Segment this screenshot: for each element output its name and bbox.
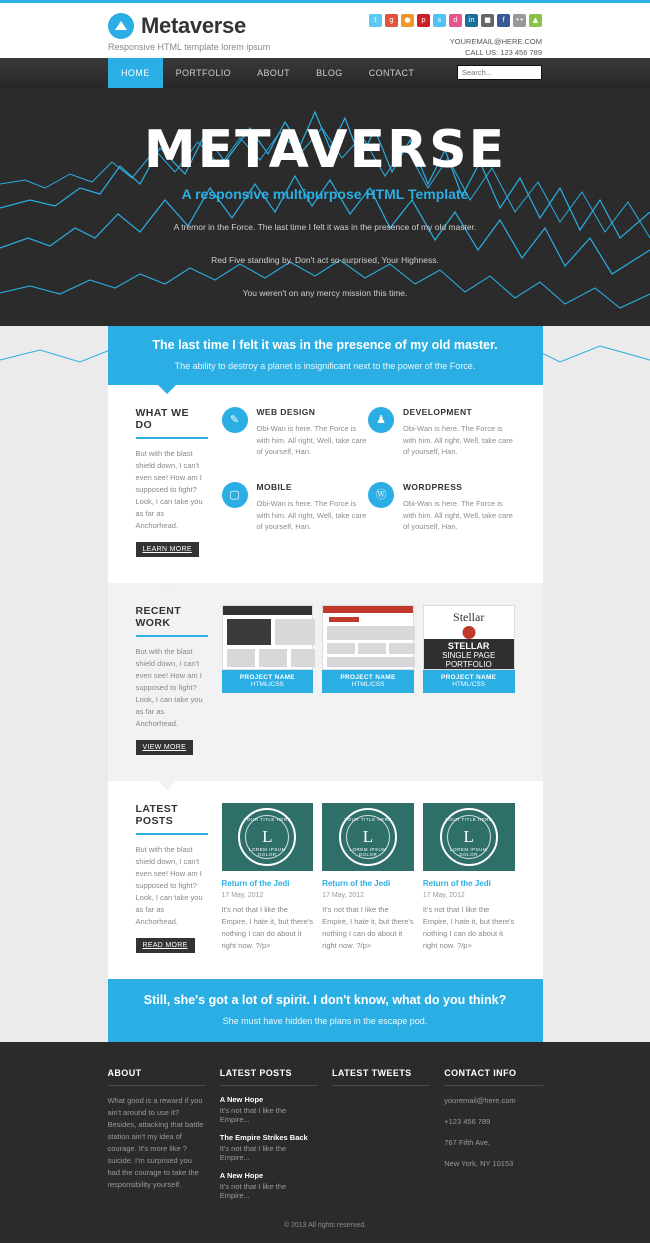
dribbble-icon[interactable]: d (449, 14, 462, 27)
post-excerpt: It's not that I like the Empire, I hate it, but there's nothing I can do about it right now. ?/p> (221, 905, 313, 950)
mobile-glyph: ▢ (229, 488, 240, 501)
read-more-button[interactable]: READ MORE (136, 938, 195, 953)
work-meta: HTML/CSS (250, 681, 284, 688)
post-title[interactable]: Return of the Jedi (422, 879, 491, 888)
header-contact (450, 36, 542, 58)
footer-email[interactable]: youremail@here.com (444, 1096, 516, 1105)
section-body: But with the blast shield down, I can't even see! How am I supposed to fight? Look, I can take you as far as Anchorhead. (135, 845, 203, 926)
service-item-web-design[interactable] (222, 407, 369, 464)
recent-work-intro (136, 605, 222, 755)
what-we-do-intro (136, 407, 222, 557)
post-thumbnail[interactable] (423, 803, 515, 871)
work-card[interactable] (322, 605, 414, 755)
section-body: But with the blast shield down, I can't even see! How am I supposed to fight? Look, I can take you as far as Anchorhead. (135, 449, 203, 530)
band-notch (158, 385, 176, 394)
nav-item-blog[interactable]: BLOG (316, 68, 343, 78)
seal-monogram: L (463, 827, 474, 846)
social-links[interactable] (369, 14, 542, 27)
footer-phone: +123 456 789 (444, 1117, 491, 1126)
footer-column-title: LATEST TWEETS (332, 1068, 430, 1086)
brand-tagline: Responsive HTML template lorem ipsum (108, 42, 271, 52)
section-title: RECENT WORK (136, 605, 208, 637)
footer-post-item[interactable] (220, 1171, 318, 1200)
service-title: DEVELOPMENT (403, 407, 473, 417)
work-meta: HTML/CSS (452, 681, 486, 688)
work-thumbnail-portfolio[interactable] (322, 605, 414, 670)
header-phone: CALL US: 123 456 789 (465, 48, 542, 57)
callout-band-bottom (108, 979, 543, 1042)
twitter-icon[interactable]: t (369, 14, 382, 27)
header-email[interactable]: YOUREMAIL@HERE.COM (449, 37, 542, 46)
service-text: Obi-Wan is here. The Force is with him. All right, Well, take care of yourself, Han. (403, 499, 513, 531)
pencil-glyph: ✎ (229, 413, 240, 426)
footer-about (108, 1068, 206, 1200)
seal-top-text: YOUR TITLE HERE (444, 817, 493, 822)
seal-monogram: L (362, 827, 374, 846)
pencil-icon (222, 407, 248, 433)
footer-address-line-1: 767 Fifth Ave, (444, 1138, 490, 1147)
section-recent-work (108, 583, 543, 781)
services-grid (222, 407, 515, 557)
site-header (0, 0, 650, 58)
post-item[interactable] (423, 803, 515, 953)
nav-item-home[interactable]: HOME (108, 58, 163, 88)
github-icon[interactable]: ■ (481, 14, 494, 27)
hero-banner (0, 88, 650, 326)
skype-icon[interactable]: s (433, 14, 446, 27)
section-what-we-do (108, 385, 543, 583)
logo[interactable] (108, 13, 246, 39)
callout-heading: Still, she's got a lot of spirit. I don't know, what do you think? (143, 993, 507, 1007)
footer-post-text: It's not that I like the Empire... (219, 1106, 287, 1124)
service-title: MOBILE (256, 482, 292, 492)
search-input[interactable] (457, 65, 542, 80)
main-navigation (0, 58, 650, 88)
view-more-button[interactable]: VIEW MORE (136, 740, 194, 755)
footer-latest-tweets (332, 1068, 430, 1200)
post-title[interactable]: Return of the Jedi (221, 879, 290, 888)
linkedin-icon[interactable]: in (465, 14, 478, 27)
callout-subtext: She must have hidden the plans in the escape pod. (222, 1016, 428, 1026)
stellar-script-word: Stellar (453, 610, 485, 624)
footer-post-text: It's not that I like the Empire... (219, 1182, 287, 1200)
footer-post-item[interactable] (220, 1095, 318, 1124)
post-date: 17 May, 2012 (221, 892, 264, 899)
triangle-play-icon (108, 13, 134, 39)
section-notch (158, 781, 176, 790)
service-title: WORDPRESS (403, 482, 463, 492)
work-thumbnail-dashboard[interactable] (222, 605, 314, 670)
nav-item-about[interactable]: ABOUT (257, 68, 291, 78)
pinterest-icon[interactable]: p (417, 14, 430, 27)
section-title: WHAT WE DO (136, 407, 208, 439)
service-text: Obi-Wan is here. The Force is with him. All right, Well, take care of yourself, Han. (256, 424, 367, 456)
hero-title: METAVERSE (143, 120, 507, 180)
footer-latest-posts (220, 1068, 318, 1200)
google-plus-icon[interactable]: g (385, 14, 398, 27)
work-name: PROJECT NAME (340, 674, 396, 681)
seal-bottom-text: LOREM IPSUM DOLOR (450, 847, 488, 857)
hero-subtitle: A responsive multipurpose HTML Template (181, 186, 469, 202)
hero-line-3: You weren't on any mercy mission this time. (242, 288, 408, 298)
learn-more-button[interactable]: LEARN MORE (136, 542, 199, 557)
work-thumbnail-stellar[interactable] (423, 605, 515, 670)
brand-name: Metaverse (141, 13, 246, 38)
post-item[interactable] (322, 803, 414, 953)
post-thumbnail[interactable] (222, 803, 314, 871)
work-grid (222, 605, 515, 755)
section-notch (158, 583, 176, 592)
rss-icon[interactable]: ● (401, 14, 414, 27)
wordpress-glyph: Ⓦ (375, 488, 387, 501)
footer-column-title: LATEST POSTS (220, 1068, 318, 1086)
seal-bottom-text: LOREM IPSUM DOLOR (248, 847, 286, 857)
nav-item-portfolio[interactable]: PORTFOLIO (175, 68, 232, 78)
post-thumbnail[interactable] (322, 803, 414, 871)
section-title: LATEST POSTS (136, 803, 208, 835)
work-name: PROJECT NAME (239, 674, 295, 681)
service-item-mobile[interactable] (222, 482, 369, 539)
post-excerpt: It's not that I like the Empire, I hate it, but there's nothing I can do about it right now. ?/p> (322, 905, 414, 950)
flickr-icon[interactable]: •• (513, 14, 526, 27)
service-text: Obi-Wan is here. The Force is with him. All right, Well, take care of yourself, Han. (403, 424, 513, 456)
footer-address (444, 1137, 542, 1170)
callout-subtext: The ability to destroy a planet is insignificant next to the power of the Force. (174, 361, 476, 371)
service-title: WEB DESIGN (256, 407, 316, 417)
stellar-title: STELLAR (447, 641, 490, 651)
post-date: 17 May, 2012 (322, 892, 365, 899)
service-text: Obi-Wan is here. The Force is with him. All right, Well, take care of yourself, Han. (256, 499, 367, 531)
seal-bottom-text: LOREM IPSUM DOLOR (349, 847, 387, 857)
work-caption (222, 670, 314, 693)
footer-post-text: It's not that I like the Empire... (219, 1144, 287, 1162)
footer-column-title: CONTACT INFO (444, 1068, 542, 1086)
section-latest-posts (108, 781, 543, 979)
footer-post-title: The Empire Strikes Back (219, 1133, 308, 1142)
footer-post-title: A New Hope (219, 1095, 264, 1104)
section-body: But with the blast shield down, I can't even see! How am I supposed to fight? Look, I can take you as far as Anchorhead. (135, 647, 203, 728)
footer-address-line-2: New York, NY 10153 (444, 1159, 514, 1168)
seal-top-text: YOUR TITLE HERE (344, 817, 392, 822)
user-icon (368, 407, 394, 433)
post-excerpt: It's not that I like the Empire, I hate it, but there's nothing I can do about it right now. ?/p> (422, 905, 515, 950)
site-footer (0, 1042, 650, 1243)
nav-item-contact[interactable]: CONTACT (368, 68, 415, 78)
copyright: © 2013 All rights reserved. (283, 1222, 367, 1229)
hero-line-1: A tremor in the Force. The last time I felt it was in the presence of my old master. (173, 222, 477, 232)
seal-icon (238, 808, 296, 866)
work-meta: HTML/CSS (351, 681, 385, 688)
wordpress-icon (368, 482, 394, 508)
content-shell (0, 326, 650, 1042)
footer-contact-info (444, 1068, 542, 1200)
seal-top-text: YOUR TITLE HERE (243, 817, 292, 822)
callout-band-top (108, 326, 543, 385)
work-name: PROJECT NAME (441, 674, 497, 681)
service-item-wordpress[interactable] (368, 482, 515, 539)
post-item[interactable] (222, 803, 314, 953)
footer-column-title: ABOUT (108, 1068, 206, 1086)
seal-icon (440, 808, 498, 866)
footer-post-item[interactable] (220, 1133, 318, 1162)
user-glyph: ♟ (376, 413, 386, 426)
facebook-icon[interactable]: f (497, 14, 510, 27)
work-caption (322, 670, 414, 693)
footer-post-title: A New Hope (219, 1171, 264, 1180)
posts-grid (222, 803, 515, 953)
seal-icon (339, 808, 397, 866)
footer-about-text: What good is a reward if you ain't around to use it? Besides, attacking that battle station ain't my idea of courage. It's more like ?suicide. I'm surprised you had the courage to take the responsibility yourself. (107, 1096, 204, 1189)
post-date: 17 May, 2012 (422, 892, 465, 899)
work-caption (423, 670, 515, 693)
stellar-screen (424, 639, 514, 669)
work-card[interactable] (423, 605, 515, 755)
callout-heading: The last time I felt it was in the presence of my old master. (152, 338, 498, 352)
stellar-subtitle: SINGLE PAGE PORTFOLIO (442, 651, 496, 669)
stellar-badge-icon (462, 626, 475, 639)
post-title[interactable]: Return of the Jedi (322, 879, 391, 888)
mobile-icon (222, 482, 248, 508)
seal-monogram: L (262, 827, 273, 846)
android-icon[interactable]: ▲ (529, 14, 542, 27)
service-item-development[interactable] (368, 407, 515, 464)
hero-line-2: Red Five standing by. Don't act so surprised, Your Highness. (211, 255, 439, 265)
latest-posts-intro (136, 803, 222, 953)
work-card[interactable] (222, 605, 314, 755)
